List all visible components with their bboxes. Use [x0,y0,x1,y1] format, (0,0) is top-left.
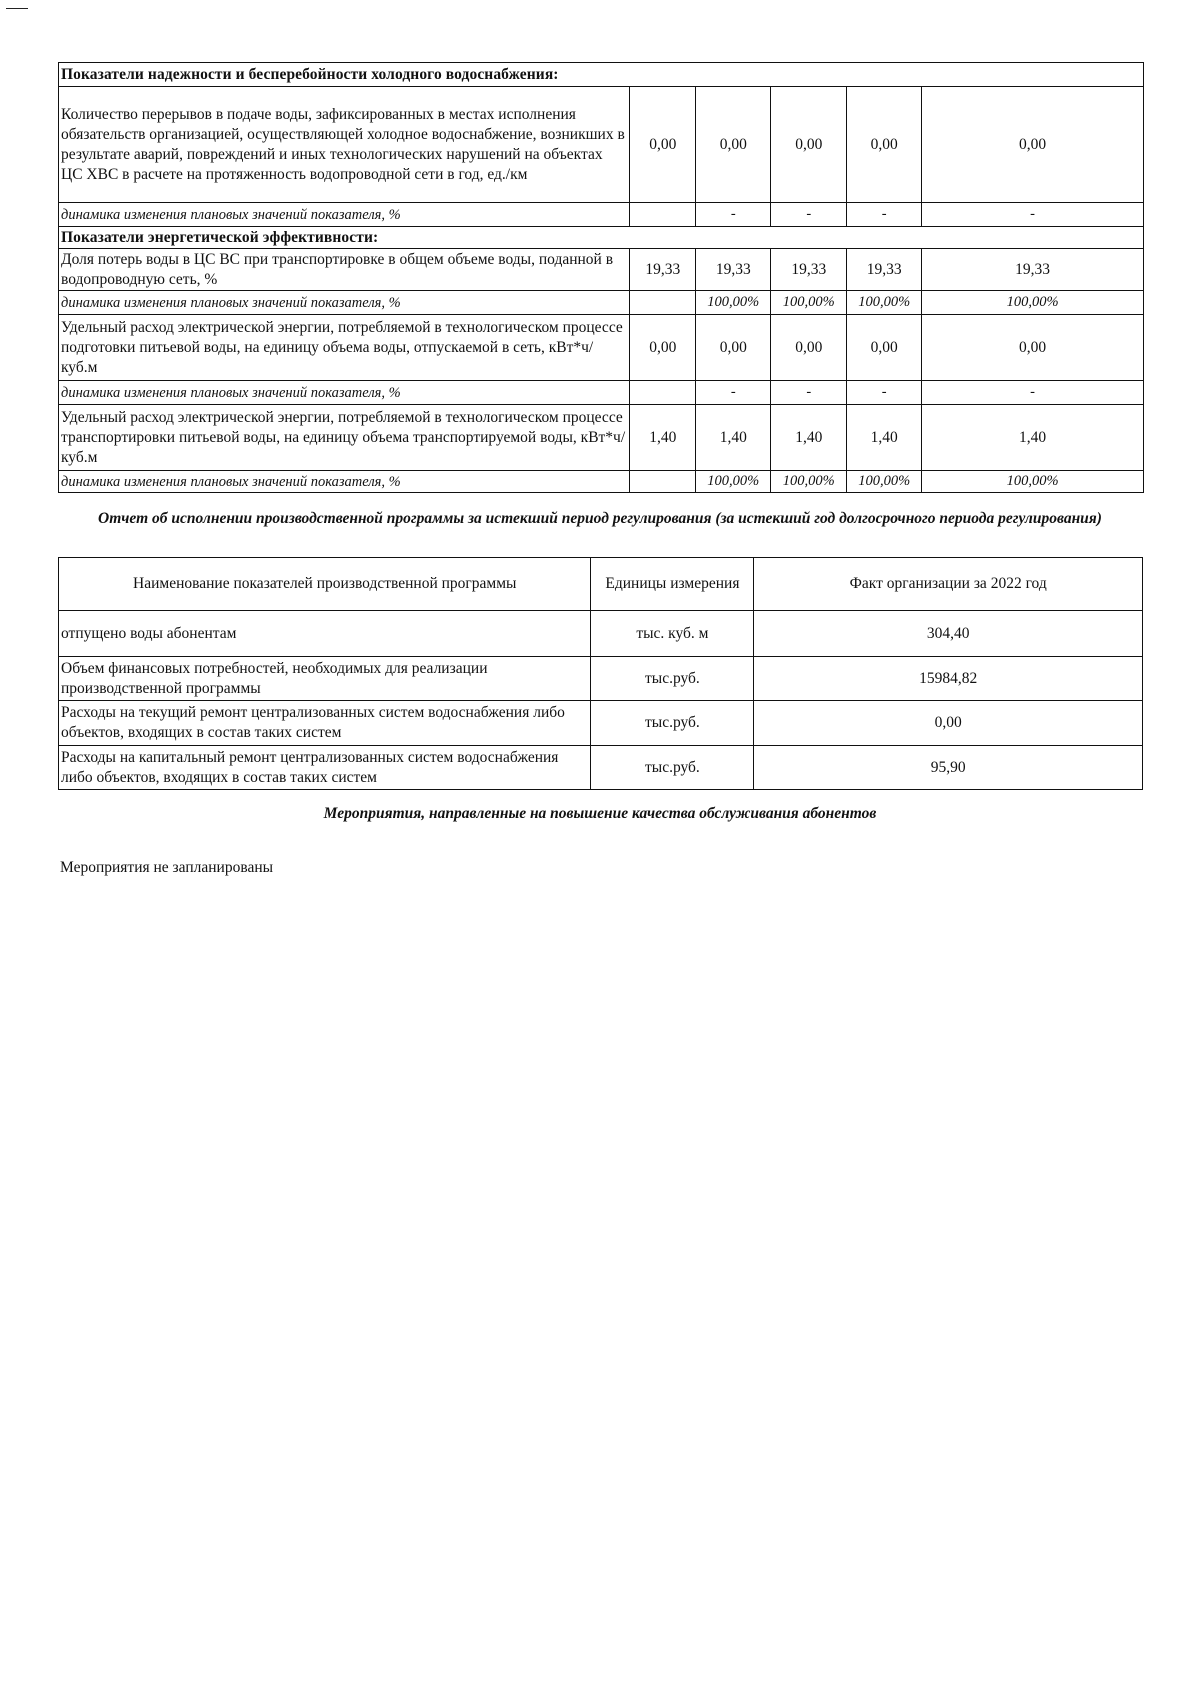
dynamics-label: динамика изменения плановых значений показателя, % [59,471,630,493]
header-unit: Единицы измерения [591,558,754,611]
indicator-value: - [771,203,847,227]
indicator-value: 19,33 [630,249,696,291]
measures-title: Мероприятия, направленные на повышение качества обслуживания абонентов [323,805,877,822]
indicator-value [630,381,696,405]
indicator-value: - [922,381,1144,405]
table-row [59,471,1144,493]
indicator-value: 0,00 [696,87,771,203]
indicator-value: 100,00% [771,471,847,493]
indicator-value [630,203,696,227]
program-item-name: Объем финансовых потребностей, необходимых для реализации производственной программы [59,657,591,701]
indicator-value: 1,40 [696,405,771,471]
program-item-unit: тыс. куб. м [591,611,754,657]
indicator-value: - [847,203,922,227]
measures-text: Мероприятия не запланированы [60,859,274,876]
header-fact: Факт организации за 2022 год [754,558,1143,611]
indicator-value: - [847,381,922,405]
table-row [59,249,1144,291]
indicator-value: 19,33 [771,249,847,291]
indicator-label: Удельный расход электрической энергии, потребляемой в технологическом процессе транспортировки питьевой воды, на единицу объема транспортируемой воды, кВт*ч/ куб.м [59,405,630,471]
reliability-section-row [59,63,1144,87]
table-row [59,746,1143,790]
indicator-value: 100,00% [922,291,1144,315]
table-header-row [59,558,1143,611]
indicator-value: - [696,381,771,405]
indicator-value: 100,00% [847,291,922,315]
energy-header: Показатели энергетической эффективности: [59,227,1144,249]
table-row [59,701,1143,746]
indicator-value: 100,00% [696,291,771,315]
energy-section-row [59,227,1144,249]
indicator-value: 0,00 [922,315,1144,381]
indicator-label: Количество перерывов в подаче воды, зафиксированных в местах исполнения обязательств организацией, осуществляющей холодное водоснабжение, возникших в результате аварий, повреждений и иных технологических нарушений на объектах ЦС ХВС в расчете на протяженность водопроводной сети в год, ед./км [59,87,630,203]
program-item-unit: тыс.руб. [591,746,754,790]
indicator-value: 0,00 [847,315,922,381]
dynamics-label: динамика изменения плановых значений показателя, % [59,291,630,315]
program-item-unit: тыс.руб. [591,701,754,746]
indicator-value: 0,00 [847,87,922,203]
indicator-value: - [771,381,847,405]
program-item-name: отпущено воды абонентам [59,611,591,657]
indicator-value: 100,00% [771,291,847,315]
table-row [59,657,1143,701]
indicator-label: Доля потерь воды в ЦС ВС при транспортировке в общем объеме воды, поданной в водопроводную сеть, % [59,249,630,291]
table-row [59,405,1144,471]
program-item-fact: 0,00 [754,701,1143,746]
indicator-value: 0,00 [696,315,771,381]
indicator-value: 19,33 [847,249,922,291]
header-name: Наименование показателей производственной программы [59,558,591,611]
program-item-unit: тыс.руб. [591,657,754,701]
indicator-value: 0,00 [630,87,696,203]
table-row [59,87,1144,203]
program-item-fact: 15984,82 [754,657,1143,701]
indicator-value: 1,40 [922,405,1144,471]
table-row [59,203,1144,227]
indicator-value: 1,40 [771,405,847,471]
indicator-value [630,471,696,493]
table-row [59,315,1144,381]
indicator-value: 0,00 [771,315,847,381]
program-item-fact: 304,40 [754,611,1143,657]
indicator-value: 19,33 [922,249,1144,291]
indicator-value: 0,00 [771,87,847,203]
reliability-header: Показатели надежности и бесперебойности холодного водоснабжения: [59,63,1144,87]
table-row [59,381,1144,405]
indicator-value: 1,40 [847,405,922,471]
program-item-name: Расходы на текущий ремонт централизованных систем водоснабжения либо объектов, входящих в состав таких систем [59,701,591,746]
program-item-fact: 95,90 [754,746,1143,790]
table-row [59,291,1144,315]
indicator-value: 0,00 [922,87,1144,203]
indicator-value [630,291,696,315]
indicator-value: 1,40 [630,405,696,471]
indicator-value: - [922,203,1144,227]
indicator-value: - [696,203,771,227]
dynamics-label: динамика изменения плановых значений показателя, % [59,203,630,227]
indicator-value: 100,00% [922,471,1144,493]
indicator-label: Удельный расход электрической энергии, потребляемой в технологическом процессе подготовки питьевой воды, на единицу объема воды, отпускаемой в сеть, кВт*ч/ куб.м [59,315,630,381]
indicators-table [58,62,1144,493]
report-title: Отчет об исполнении производственной программы за истекший период регулирования (за истекший год долгосрочного периода регулирования) [98,510,1102,527]
indicator-value: 100,00% [696,471,771,493]
production-program-table [58,557,1143,790]
program-item-name: Расходы на капитальный ремонт централизованных систем водоснабжения либо объектов, входящих в состав таких систем [59,746,591,790]
indicator-value: 19,33 [696,249,771,291]
dynamics-label: динамика изменения плановых значений показателя, % [59,381,630,405]
corner-mark [6,8,28,9]
indicator-value: 100,00% [847,471,922,493]
table-row [59,611,1143,657]
indicator-value: 0,00 [630,315,696,381]
